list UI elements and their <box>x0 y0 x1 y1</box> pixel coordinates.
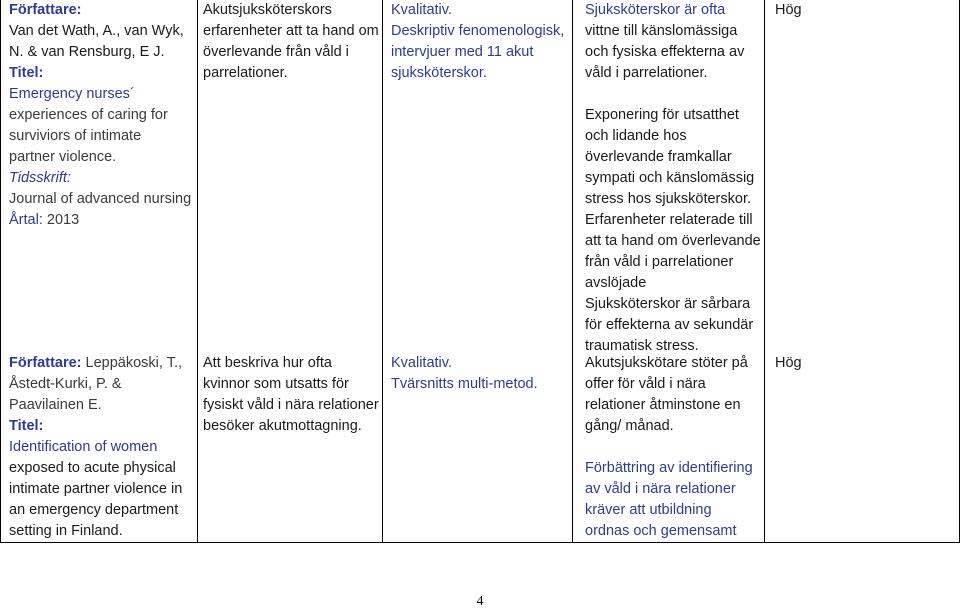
method-line: Deskriptiv fenomenologisk, <box>391 23 565 39</box>
quality-cell <box>775 0 802 21</box>
result-line: och lidande hos <box>585 128 687 144</box>
method-line: intervjuer med 11 akut <box>391 44 534 60</box>
result-line: vittne till känslomässiga <box>585 23 738 39</box>
author-label: Författare: <box>9 2 82 18</box>
result-line: avslöjade <box>585 275 647 291</box>
aim-line: Att beskriva hur ofta <box>203 355 332 371</box>
result-line: Akutsjukskötare stöter på <box>585 355 748 371</box>
author-label: Författare: <box>9 355 82 371</box>
aim-line: parrelationer. <box>203 65 288 81</box>
title-label: Titel: <box>9 418 44 434</box>
column-divider <box>382 0 383 543</box>
result-line: traumatisk stress. <box>585 338 699 354</box>
quality-value: Hög <box>775 2 802 18</box>
title-line: experiences of caring for <box>9 107 168 123</box>
year-line <box>9 210 191 231</box>
result-line: och fysiska effekterna av <box>585 44 745 60</box>
title-line: surviviors of intimate <box>9 128 142 144</box>
result-line: Sjuksköterskor är ofta <box>585 2 726 18</box>
column-divider <box>764 0 765 543</box>
method-line: Kvalitativ. <box>391 2 452 18</box>
author-line: Van det Wath, A., van Wyk, <box>9 23 184 39</box>
results-cell <box>585 353 753 542</box>
method-line: sjuksköterskor. <box>391 65 487 81</box>
table-border-left <box>0 0 1 543</box>
title-line: setting in Finland. <box>9 523 123 539</box>
author-value: Leppäkoski, T., <box>85 355 183 371</box>
result-line: Exponering för utsatthet <box>585 107 739 123</box>
result-line: Sjuksköterskor är sårbara <box>585 296 751 312</box>
result-line: ordnas och gemensamt <box>585 523 737 539</box>
method-line: Tvärsnitts multi-metod. <box>391 376 538 392</box>
result-line: Erfarenheter relaterade till <box>585 212 753 228</box>
result-line <box>585 84 761 105</box>
author-line: Åstedt-Kurki, P. & <box>9 376 122 392</box>
author-line: Paavilainen E. <box>9 397 102 413</box>
title-line: intimate partner violence in <box>9 481 183 497</box>
result-line: Förbättring av identifiering <box>585 460 753 476</box>
journal-line: Journal of advanced nursing <box>9 191 192 207</box>
article-cell <box>9 0 191 231</box>
title-line: partner violence. <box>9 149 117 165</box>
result-line: att ta hand om överlevande <box>585 233 761 249</box>
result-line: överlevande framkallar <box>585 149 732 165</box>
result-line: offer för våld i nära <box>585 376 706 392</box>
author-line <box>9 353 182 374</box>
aim-line: erfarenheter att ta hand om <box>203 23 379 39</box>
title-line: exposed to acute physical <box>9 460 176 476</box>
result-line: våld i parrelationer. <box>585 65 708 81</box>
aim-cell <box>203 0 379 84</box>
column-divider <box>572 0 573 543</box>
title-line: Emergency nurses´ <box>9 86 135 102</box>
title-line: an emergency department <box>9 502 179 518</box>
title-label: Titel: <box>9 65 44 81</box>
method-cell <box>391 353 538 395</box>
result-line: av våld i nära relationer <box>585 481 736 497</box>
year-value: 2013 <box>46 212 80 228</box>
aim-line: besöker akutmottagning. <box>203 418 362 434</box>
aim-line: överlevande från våld i <box>203 44 349 60</box>
result-line: gång/ månad. <box>585 418 674 434</box>
table-border-bottom <box>0 542 960 543</box>
result-line: kräver att utbildning <box>585 502 712 518</box>
result-line: från våld i parrelationer <box>585 254 734 270</box>
result-line <box>585 437 753 458</box>
author-line: N. & van Rensburg, E J. <box>9 44 165 60</box>
aim-cell <box>203 353 379 437</box>
result-line: stress hos sjuksköterskor. <box>585 191 751 207</box>
method-line: Kvalitativ. <box>391 355 452 371</box>
quality-cell <box>775 353 802 374</box>
aim-line: fysiskt våld i nära relationer <box>203 397 379 413</box>
journal-label: Tidsskrift: <box>9 170 71 186</box>
article-cell <box>9 353 182 542</box>
aim-line: kvinnor som utsatts för <box>203 376 349 392</box>
year-label: Årtal: <box>9 212 43 228</box>
result-line: för effekterna av sekundär <box>585 317 754 333</box>
result-line: sympati och känslomässig <box>585 170 755 186</box>
quality-value: Hög <box>775 355 802 371</box>
aim-line: Akutsjuksköterskors <box>203 2 332 18</box>
title-line: Identification of women <box>9 439 158 455</box>
results-cell <box>585 0 761 357</box>
result-line: relationer åtminstone en <box>585 397 741 413</box>
method-cell <box>391 0 564 84</box>
column-divider <box>197 0 198 543</box>
page-number: 4 <box>476 594 484 609</box>
